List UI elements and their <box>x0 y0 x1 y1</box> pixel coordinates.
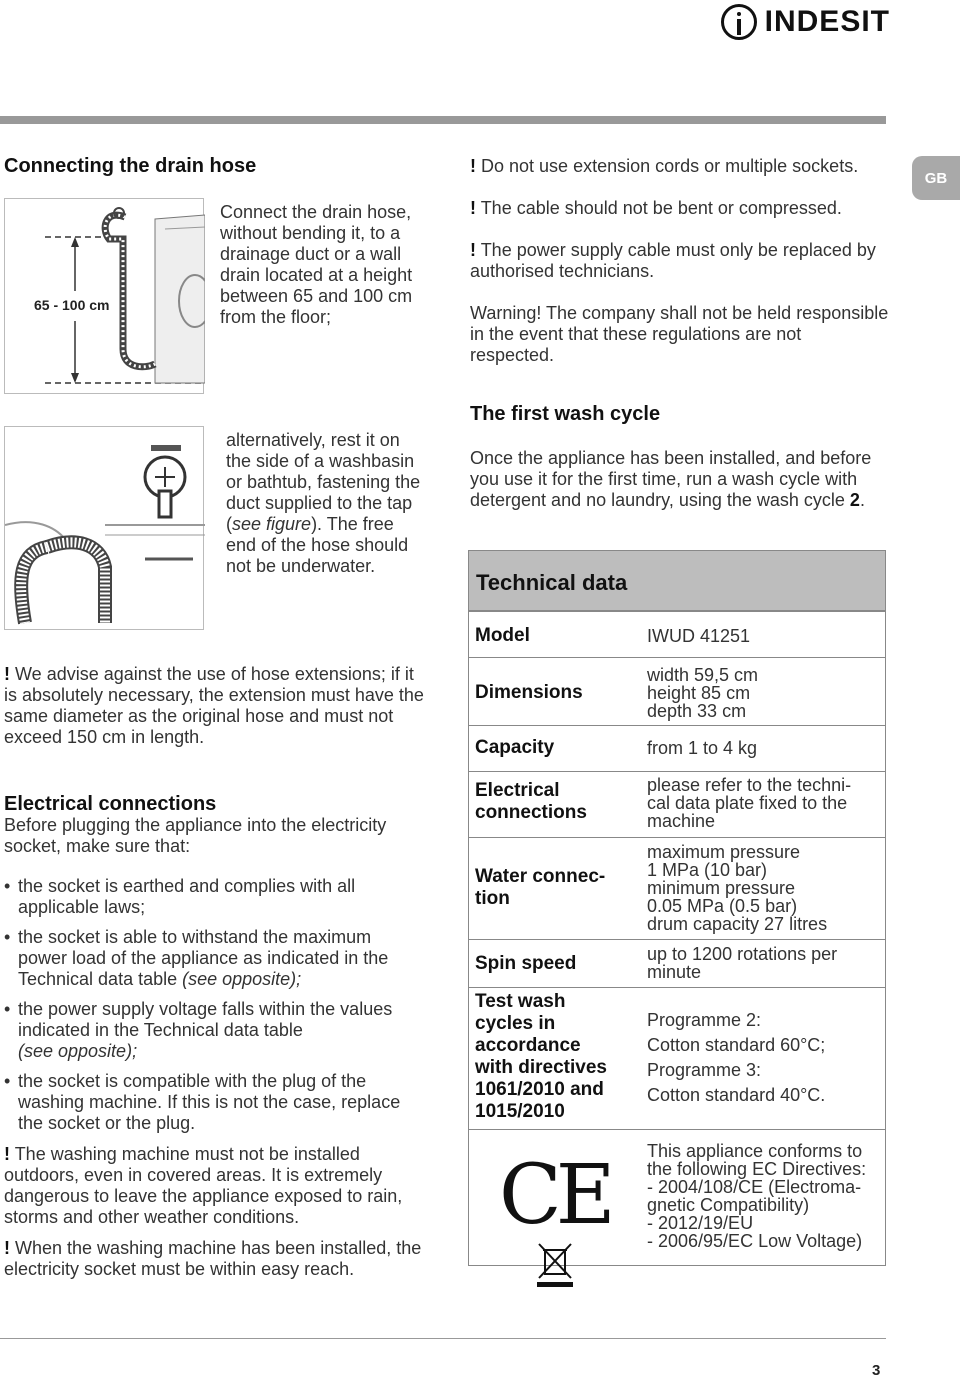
note-text: Do not use extension cords or multiple sockets. <box>481 156 859 176</box>
value-line: 1 MPa (10 bar) <box>647 860 768 880</box>
drain-text-washbasin <box>226 430 426 577</box>
label-line: Test wash <box>475 991 566 1012</box>
socket-reach-warning <box>4 1238 424 1280</box>
drain-text-wall: Connect the drain hose, without bending it, to a drainage duct or a wall drain located at a height between 65 and 100 cm from the floor; <box>220 202 413 327</box>
value-line: Cotton standard 40°C. <box>647 1085 826 1105</box>
value-line: Programme 2: <box>647 1010 762 1030</box>
value-line: gnetic Compatibility) <box>647 1195 810 1215</box>
warning-text: The washing machine must not be installed outdoors, even in covered areas. It is extremely dangerous to leave the appliance exposed to rain, storms and other weather conditions. <box>4 1144 403 1227</box>
label-line: with directives <box>475 1057 607 1078</box>
drain-text2-end: ). The free end of the hose should not be underwater. <box>226 514 409 576</box>
value-line: minimum pressure <box>647 878 796 898</box>
bullet-reference: (see opposite); <box>182 969 302 989</box>
bottom-divider <box>0 1338 886 1339</box>
bullet-text: the socket is compatible with the plug of the washing machine. If this is not the case, replace the socket or the plug. <box>18 1071 401 1133</box>
row-value <box>647 1142 866 1250</box>
value-line: the following EC Directives: <box>647 1159 867 1179</box>
value-line: cal data plate fixed to the <box>647 793 848 813</box>
table-row <box>469 939 885 987</box>
warning-mark: ! <box>4 1238 10 1258</box>
row-label <box>475 866 605 910</box>
advise-text: We advise against the use of hose extensions; if it is absolutely necessary, the extension must have the same diameter as the original hose and must not exceed 150 cm in length. <box>4 664 424 747</box>
value-line: width 59,5 cm <box>647 665 759 685</box>
note-cable-bend <box>470 198 890 219</box>
value-line: - 2004/108/CE (Electroma- <box>647 1177 862 1197</box>
value-line: - 2006/95/EC Low Voltage) <box>647 1231 863 1251</box>
value-line: Cotton standard 60°C; <box>647 1035 826 1055</box>
label-line: Electrical <box>475 780 560 801</box>
value-line: please refer to the techni- <box>647 775 852 795</box>
weee-bin-icon <box>537 1242 573 1288</box>
note-text: The power supply cable must only be replaced by authorised technicians. <box>470 240 876 281</box>
label-line: accordance <box>475 1035 581 1056</box>
note-extension-cords <box>470 156 890 177</box>
warning-mark: ! <box>470 198 476 218</box>
list-item <box>4 876 424 918</box>
drain-text2-start: alternatively, rest it on the side of a washbasin or bathtub, fastening the duct supplied to the tap ( <box>226 430 421 534</box>
language-tab: GB <box>912 156 960 200</box>
power-notes <box>470 156 890 387</box>
row-value: IWUD 41251 <box>647 626 751 646</box>
warning-mark: ! <box>4 1144 10 1164</box>
value-line: drum capacity 27 litres <box>647 914 828 934</box>
logo-i-icon <box>721 4 757 40</box>
row-label <box>475 780 587 824</box>
bullet-reference: (see opposite); <box>18 1041 138 1061</box>
page-number: 3 <box>872 1362 881 1379</box>
bullet-text: the socket is able to withstand the maximum power load of the appliance as indicated in the Technical data table <box>18 927 389 989</box>
table-row <box>469 657 885 725</box>
tap-hose-figure <box>4 426 204 630</box>
first-wash-end: . <box>859 490 865 510</box>
electrical-checklist <box>4 876 424 1143</box>
row-label: Dimensions <box>475 682 583 703</box>
row-value <box>647 776 851 830</box>
list-item <box>4 927 424 990</box>
value-line: Programme 3: <box>647 1060 762 1080</box>
value-line: height 85 cm <box>647 683 751 703</box>
height-range-label: 65 - 100 cm <box>34 297 110 313</box>
tap-hose-illustration <box>5 427 205 631</box>
table-row <box>469 725 885 771</box>
bullet-text: the socket is earthed and complies with all applicable laws; <box>18 876 356 917</box>
table-row <box>469 611 885 657</box>
hose-extension-advice <box>4 664 424 748</box>
first-wash-title: The first wash cycle <box>470 403 661 425</box>
value-line: This appliance conforms to <box>647 1141 863 1161</box>
list-item <box>4 999 424 1062</box>
table-row <box>469 837 885 939</box>
row-value: from 1 to 4 kg <box>647 738 758 758</box>
note-text: The cable should not be bent or compressed. <box>480 198 842 218</box>
electrical-intro: Before plugging the appliance into the electricity socket, make sure that: <box>4 815 387 856</box>
wash-cycle-number: 2 <box>849 490 860 510</box>
value-line: maximum pressure <box>647 842 801 862</box>
first-wash-body: Once the appliance has been installed, and before you use it for the first time, run a wash cycle with detergent and no laundry, using the wash cycle <box>470 448 872 510</box>
note-cable-replace <box>470 240 890 282</box>
label-line: Water connec- <box>475 866 606 887</box>
warning-mark: ! <box>470 156 476 176</box>
warning-mark: ! <box>4 664 10 684</box>
warning-text: When the washing machine has been installed, the electricity socket must be within easy reach. <box>4 1238 422 1279</box>
table-row <box>469 987 885 1129</box>
row-label: Spin speed <box>475 953 577 974</box>
technical-data-table <box>468 550 886 1266</box>
label-line: 1015/2010 <box>475 1101 565 1122</box>
brand-name: INDESIT <box>764 5 890 38</box>
ce-mark-logo: CE <box>499 1148 610 1243</box>
row-label: Model <box>475 625 530 646</box>
value-line: machine <box>647 811 716 831</box>
row-value <box>647 1008 825 1108</box>
row-value <box>647 843 827 933</box>
value-line: - 2012/19/EU <box>647 1213 754 1233</box>
value-line: minute <box>647 962 702 982</box>
value-line: 0.05 MPa (0.5 bar) <box>647 896 798 916</box>
row-value <box>647 666 758 720</box>
list-item <box>4 1071 424 1134</box>
first-wash-text <box>470 448 890 511</box>
technical-data-title: Technical data <box>469 551 885 611</box>
label-line: tion <box>475 888 510 909</box>
row-label: Capacity <box>475 737 555 758</box>
bullet-text: the power supply voltage falls within the values indicated in the Technical data table <box>18 999 393 1040</box>
drain-height-figure <box>4 198 204 394</box>
drain-hose-title: Connecting the drain hose <box>4 155 257 177</box>
label-line: 1061/2010 and <box>475 1079 604 1100</box>
label-line: cycles in <box>475 1013 556 1034</box>
value-line: up to 1200 rotations per <box>647 944 838 964</box>
company-warning: Warning! The company shall not be held responsible in the event that these regulations are not respected. <box>470 303 889 365</box>
electrical-connections-title: Electrical connections <box>4 793 217 815</box>
row-label <box>475 991 607 1123</box>
label-line: connections <box>475 802 587 823</box>
top-divider <box>0 116 886 124</box>
brand-logo <box>721 0 890 44</box>
table-row <box>469 1129 885 1267</box>
outdoor-warning <box>4 1144 424 1228</box>
value-line: depth 33 cm <box>647 701 747 721</box>
table-row <box>469 771 885 837</box>
warning-mark: ! <box>470 240 476 260</box>
row-value <box>647 945 837 981</box>
see-figure-ref: see figure <box>232 514 312 534</box>
